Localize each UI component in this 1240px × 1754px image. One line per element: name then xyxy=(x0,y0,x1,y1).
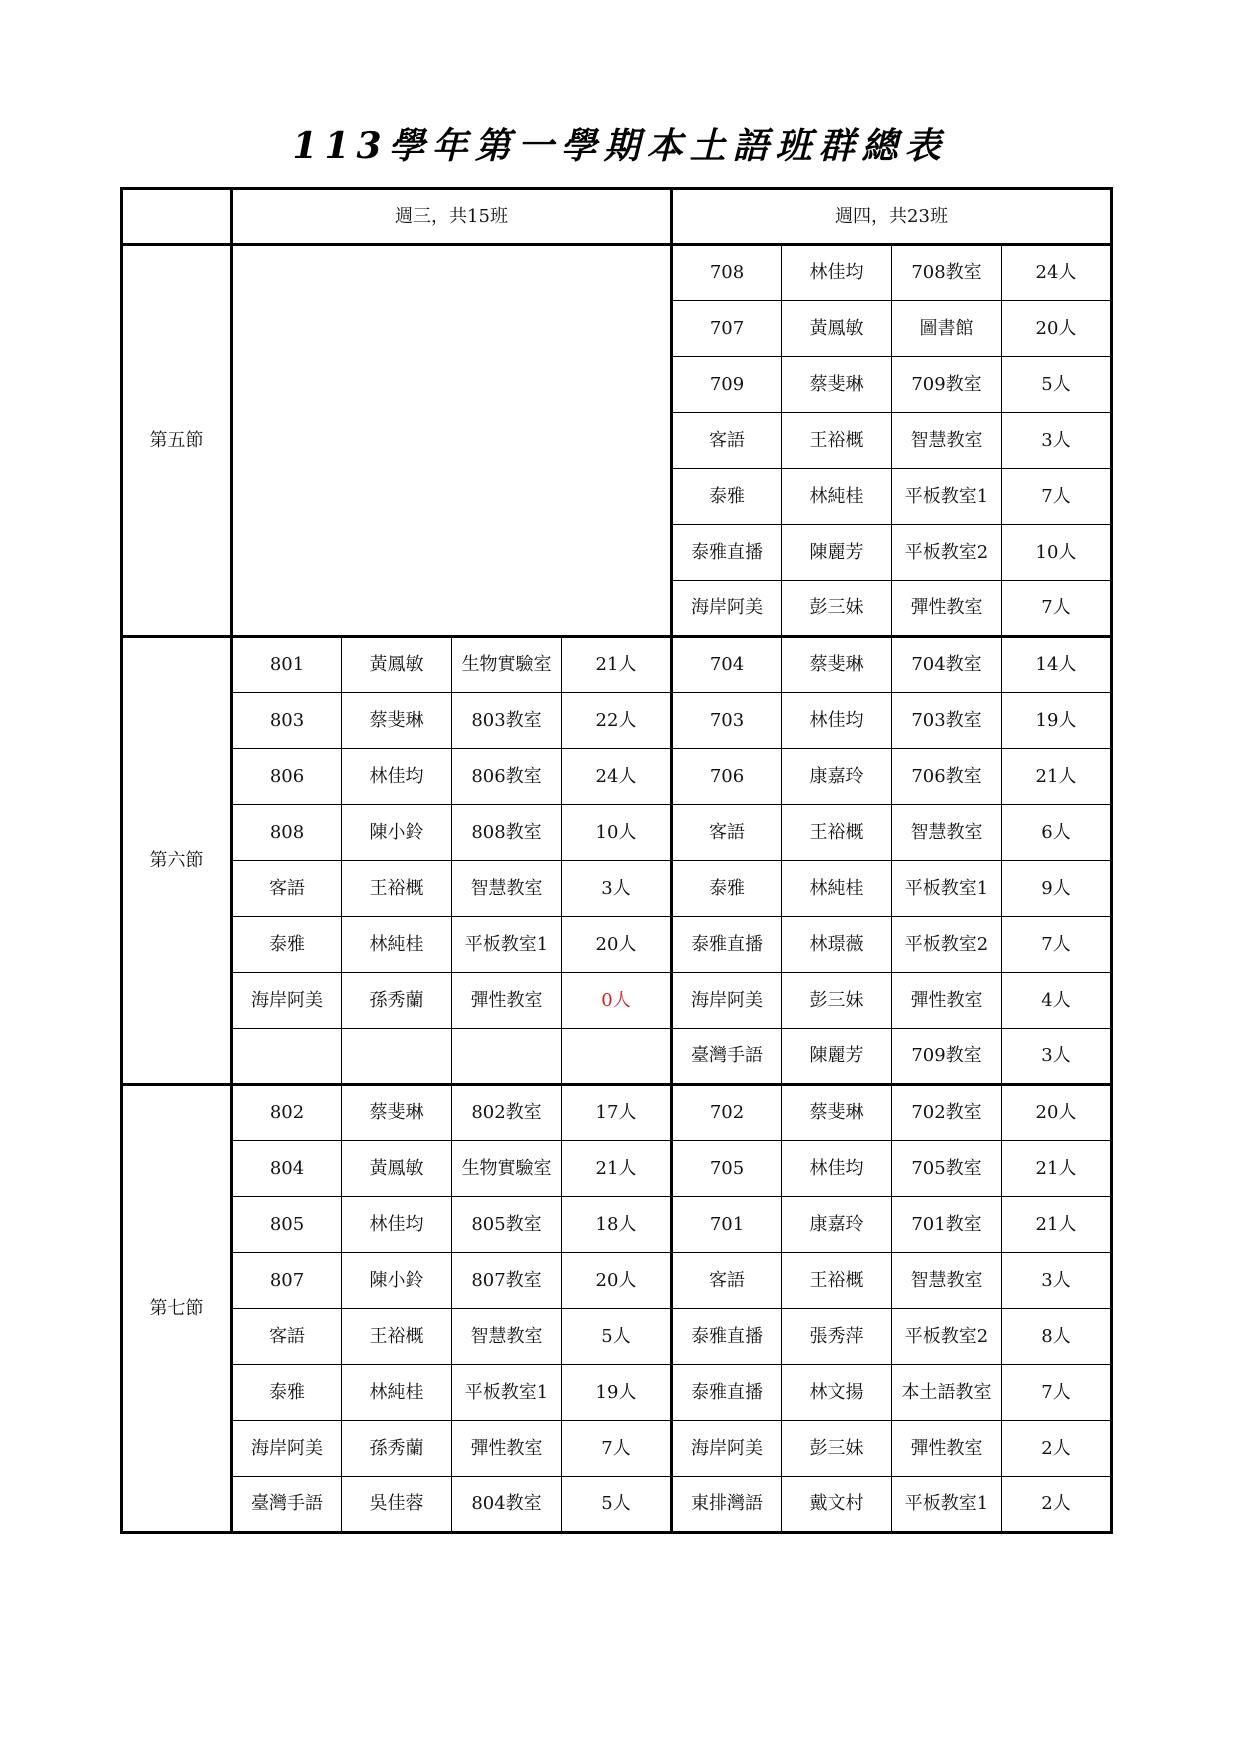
thu-room-cell: 705教室 xyxy=(892,1141,1002,1197)
period-row xyxy=(122,1029,1112,1085)
wed-class-cell: 客語 xyxy=(232,861,342,917)
wed-class-cell: 806 xyxy=(232,749,342,805)
thu-count-cell: 8人 xyxy=(1002,1309,1112,1365)
wed-count-cell: 7人 xyxy=(562,1421,672,1477)
thu-count-cell: 10人 xyxy=(1002,525,1112,581)
wed-class-cell: 804 xyxy=(232,1141,342,1197)
thu-room-cell: 彈性教室 xyxy=(892,973,1002,1029)
thu-room-cell: 平板教室2 xyxy=(892,525,1002,581)
thu-room-cell: 智慧教室 xyxy=(892,1253,1002,1309)
thu-count-cell: 21人 xyxy=(1002,1197,1112,1253)
thu-count-cell: 6人 xyxy=(1002,805,1112,861)
wed-class-cell: 805 xyxy=(232,1197,342,1253)
thu-room-cell: 704教室 xyxy=(892,637,1002,693)
thu-room-cell: 平板教室1 xyxy=(892,1477,1002,1533)
wed-class-cell: 802 xyxy=(232,1085,342,1141)
wed-teacher-cell: 陳小鈴 xyxy=(342,805,452,861)
period-row xyxy=(122,749,1112,805)
wed-teacher-cell: 黃鳳敏 xyxy=(342,637,452,693)
thu-teacher-cell: 彭三妹 xyxy=(782,1421,892,1477)
thu-teacher-cell: 彭三妹 xyxy=(782,581,892,637)
wed-count-cell: 20人 xyxy=(562,1253,672,1309)
thu-count-cell: 24人 xyxy=(1002,245,1112,301)
wednesday-header: 週三，共15班 xyxy=(232,189,672,245)
period-row xyxy=(122,693,1112,749)
wed-teacher-cell: 王裕概 xyxy=(342,1309,452,1365)
wed-room-cell: 生物實驗室 xyxy=(452,1141,562,1197)
wed-count-cell: 3人 xyxy=(562,861,672,917)
wed-teacher-cell: 蔡斐琳 xyxy=(342,1085,452,1141)
wed-teacher-cell: 林純桂 xyxy=(342,1365,452,1421)
thu-room-cell: 平板教室1 xyxy=(892,861,1002,917)
wed-class-cell: 807 xyxy=(232,1253,342,1309)
wed-room-cell: 平板教室1 xyxy=(452,917,562,973)
wed-count-cell: 21人 xyxy=(562,637,672,693)
thu-teacher-cell: 林佳均 xyxy=(782,693,892,749)
wed-count-cell: 20人 xyxy=(562,917,672,973)
wed-teacher-cell: 林佳均 xyxy=(342,1197,452,1253)
thu-teacher-cell: 林文揚 xyxy=(782,1365,892,1421)
thu-room-cell: 智慧教室 xyxy=(892,413,1002,469)
thu-count-cell: 2人 xyxy=(1002,1421,1112,1477)
wed-room-cell xyxy=(452,1029,562,1085)
thu-count-cell: 19人 xyxy=(1002,693,1112,749)
thu-teacher-cell: 戴文村 xyxy=(782,1477,892,1533)
thu-room-cell: 702教室 xyxy=(892,1085,1002,1141)
thu-room-cell: 彈性教室 xyxy=(892,1421,1002,1477)
thu-class-cell: 701 xyxy=(672,1197,782,1253)
thu-room-cell: 703教室 xyxy=(892,693,1002,749)
thu-class-cell: 海岸阿美 xyxy=(672,973,782,1029)
period-row xyxy=(122,973,1112,1029)
thu-count-cell: 21人 xyxy=(1002,1141,1112,1197)
thu-count-cell: 14人 xyxy=(1002,637,1112,693)
thu-teacher-cell: 林佳均 xyxy=(782,1141,892,1197)
wed-count-cell: 18人 xyxy=(562,1197,672,1253)
thu-class-cell: 709 xyxy=(672,357,782,413)
thu-room-cell: 智慧教室 xyxy=(892,805,1002,861)
wed-room-cell: 804教室 xyxy=(452,1477,562,1533)
period-row xyxy=(122,245,1112,301)
thu-count-cell: 9人 xyxy=(1002,861,1112,917)
wed-room-cell: 平板教室1 xyxy=(452,1365,562,1421)
thu-room-cell: 701教室 xyxy=(892,1197,1002,1253)
wed-class-cell: 海岸阿美 xyxy=(232,1421,342,1477)
thu-class-cell: 客語 xyxy=(672,413,782,469)
wed-room-cell: 805教室 xyxy=(452,1197,562,1253)
wed-class-cell: 泰雅 xyxy=(232,1365,342,1421)
thu-count-cell: 21人 xyxy=(1002,749,1112,805)
thu-count-cell: 7人 xyxy=(1002,1365,1112,1421)
thu-teacher-cell: 王裕概 xyxy=(782,413,892,469)
period-row xyxy=(122,1421,1112,1477)
thu-room-cell: 平板教室2 xyxy=(892,917,1002,973)
thu-count-cell: 20人 xyxy=(1002,301,1112,357)
thu-class-cell: 泰雅 xyxy=(672,861,782,917)
thu-teacher-cell: 林璟薇 xyxy=(782,917,892,973)
thu-class-cell: 泰雅直播 xyxy=(672,917,782,973)
thu-class-cell: 泰雅直播 xyxy=(672,1365,782,1421)
thu-teacher-cell: 蔡斐琳 xyxy=(782,357,892,413)
thu-teacher-cell: 蔡斐琳 xyxy=(782,637,892,693)
period-row xyxy=(122,1141,1112,1197)
period-label: 第七節 xyxy=(122,1085,232,1533)
wed-teacher-cell: 陳小鈴 xyxy=(342,1253,452,1309)
wed-room-cell: 808教室 xyxy=(452,805,562,861)
thu-count-cell: 20人 xyxy=(1002,1085,1112,1141)
period-label: 第五節 xyxy=(122,245,232,637)
period-label: 第六節 xyxy=(122,637,232,1085)
thu-room-cell: 708教室 xyxy=(892,245,1002,301)
thu-class-cell: 706 xyxy=(672,749,782,805)
wed-room-cell: 智慧教室 xyxy=(452,861,562,917)
thu-count-cell: 7人 xyxy=(1002,917,1112,973)
header-row xyxy=(122,189,1112,245)
wed-teacher-cell: 蔡斐琳 xyxy=(342,693,452,749)
thu-teacher-cell: 康嘉玲 xyxy=(782,749,892,805)
wed-class-cell: 海岸阿美 xyxy=(232,973,342,1029)
wed-count-cell: 5人 xyxy=(562,1477,672,1533)
thu-class-cell: 東排灣語 xyxy=(672,1477,782,1533)
wed-class-cell: 泰雅 xyxy=(232,917,342,973)
thursday-header: 週四，共23班 xyxy=(672,189,1112,245)
thu-count-cell: 3人 xyxy=(1002,1029,1112,1085)
thu-class-cell: 702 xyxy=(672,1085,782,1141)
wed-class-cell xyxy=(232,1029,342,1085)
wed-count-cell: 5人 xyxy=(562,1309,672,1365)
thu-class-cell: 705 xyxy=(672,1141,782,1197)
wed-class-cell: 客語 xyxy=(232,1309,342,1365)
thu-class-cell: 707 xyxy=(672,301,782,357)
wed-teacher-cell: 孫秀蘭 xyxy=(342,973,452,1029)
thu-teacher-cell: 林純桂 xyxy=(782,861,892,917)
thu-teacher-cell: 康嘉玲 xyxy=(782,1197,892,1253)
thu-room-cell: 平板教室1 xyxy=(892,469,1002,525)
wed-count-cell xyxy=(562,1029,672,1085)
empty-block xyxy=(232,245,672,637)
wed-teacher-cell: 孫秀蘭 xyxy=(342,1421,452,1477)
wed-count-cell: 17人 xyxy=(562,1085,672,1141)
thu-count-cell: 5人 xyxy=(1002,357,1112,413)
wed-class-cell: 808 xyxy=(232,805,342,861)
wed-teacher-cell xyxy=(342,1029,452,1085)
page-title: 113學年第一學期本土語班群總表 xyxy=(292,125,948,167)
thu-room-cell: 706教室 xyxy=(892,749,1002,805)
wed-count-cell: 22人 xyxy=(562,693,672,749)
thu-class-cell: 703 xyxy=(672,693,782,749)
period-row xyxy=(122,805,1112,861)
period-row xyxy=(122,1365,1112,1421)
thu-teacher-cell: 黃鳳敏 xyxy=(782,301,892,357)
thu-class-cell: 客語 xyxy=(672,1253,782,1309)
wed-room-cell: 彈性教室 xyxy=(452,1421,562,1477)
wed-count-cell: 0人 xyxy=(562,973,672,1029)
thu-teacher-cell: 蔡斐琳 xyxy=(782,1085,892,1141)
thu-class-cell: 客語 xyxy=(672,805,782,861)
thu-teacher-cell: 林純桂 xyxy=(782,469,892,525)
thu-teacher-cell: 王裕概 xyxy=(782,805,892,861)
period-row xyxy=(122,1085,1112,1141)
wed-teacher-cell: 吳佳蓉 xyxy=(342,1477,452,1533)
thu-count-cell: 7人 xyxy=(1002,469,1112,525)
thu-room-cell: 709教室 xyxy=(892,1029,1002,1085)
thu-room-cell: 平板教室2 xyxy=(892,1309,1002,1365)
wed-teacher-cell: 林純桂 xyxy=(342,917,452,973)
wed-room-cell: 智慧教室 xyxy=(452,1309,562,1365)
thu-class-cell: 海岸阿美 xyxy=(672,581,782,637)
wed-count-cell: 19人 xyxy=(562,1365,672,1421)
thu-class-cell: 泰雅直播 xyxy=(672,1309,782,1365)
class-group-table xyxy=(120,187,1113,1534)
period-row xyxy=(122,1253,1112,1309)
thu-teacher-cell: 陳麗芳 xyxy=(782,525,892,581)
wed-count-cell: 21人 xyxy=(562,1141,672,1197)
wed-room-cell: 生物實驗室 xyxy=(452,637,562,693)
wed-count-cell: 24人 xyxy=(562,749,672,805)
thu-teacher-cell: 林佳均 xyxy=(782,245,892,301)
thu-class-cell: 臺灣手語 xyxy=(672,1029,782,1085)
corner-cell xyxy=(122,189,232,245)
thu-room-cell: 圖書館 xyxy=(892,301,1002,357)
period-row xyxy=(122,861,1112,917)
thu-class-cell: 704 xyxy=(672,637,782,693)
thu-teacher-cell: 彭三妹 xyxy=(782,973,892,1029)
thu-count-cell: 3人 xyxy=(1002,1253,1112,1309)
thu-room-cell: 709教室 xyxy=(892,357,1002,413)
thu-count-cell: 7人 xyxy=(1002,581,1112,637)
thu-count-cell: 3人 xyxy=(1002,413,1112,469)
period-row xyxy=(122,1197,1112,1253)
thu-class-cell: 泰雅直播 xyxy=(672,525,782,581)
wed-room-cell: 803教室 xyxy=(452,693,562,749)
period-row xyxy=(122,1477,1112,1533)
thu-count-cell: 2人 xyxy=(1002,1477,1112,1533)
thu-room-cell: 本土語教室 xyxy=(892,1365,1002,1421)
wed-class-cell: 803 xyxy=(232,693,342,749)
thu-teacher-cell: 王裕概 xyxy=(782,1253,892,1309)
wed-room-cell: 802教室 xyxy=(452,1085,562,1141)
thu-class-cell: 708 xyxy=(672,245,782,301)
period-row xyxy=(122,1309,1112,1365)
thu-room-cell: 彈性教室 xyxy=(892,581,1002,637)
thu-teacher-cell: 張秀萍 xyxy=(782,1309,892,1365)
thu-class-cell: 海岸阿美 xyxy=(672,1421,782,1477)
thu-count-cell: 4人 xyxy=(1002,973,1112,1029)
thu-teacher-cell: 陳麗芳 xyxy=(782,1029,892,1085)
wed-room-cell: 806教室 xyxy=(452,749,562,805)
wed-teacher-cell: 林佳均 xyxy=(342,749,452,805)
wed-class-cell: 801 xyxy=(232,637,342,693)
wed-count-cell: 10人 xyxy=(562,805,672,861)
wed-teacher-cell: 黃鳳敏 xyxy=(342,1141,452,1197)
wed-teacher-cell: 王裕概 xyxy=(342,861,452,917)
thu-class-cell: 泰雅 xyxy=(672,469,782,525)
wed-class-cell: 臺灣手語 xyxy=(232,1477,342,1533)
period-row xyxy=(122,917,1112,973)
wed-room-cell: 807教室 xyxy=(452,1253,562,1309)
wed-room-cell: 彈性教室 xyxy=(452,973,562,1029)
period-row xyxy=(122,637,1112,693)
